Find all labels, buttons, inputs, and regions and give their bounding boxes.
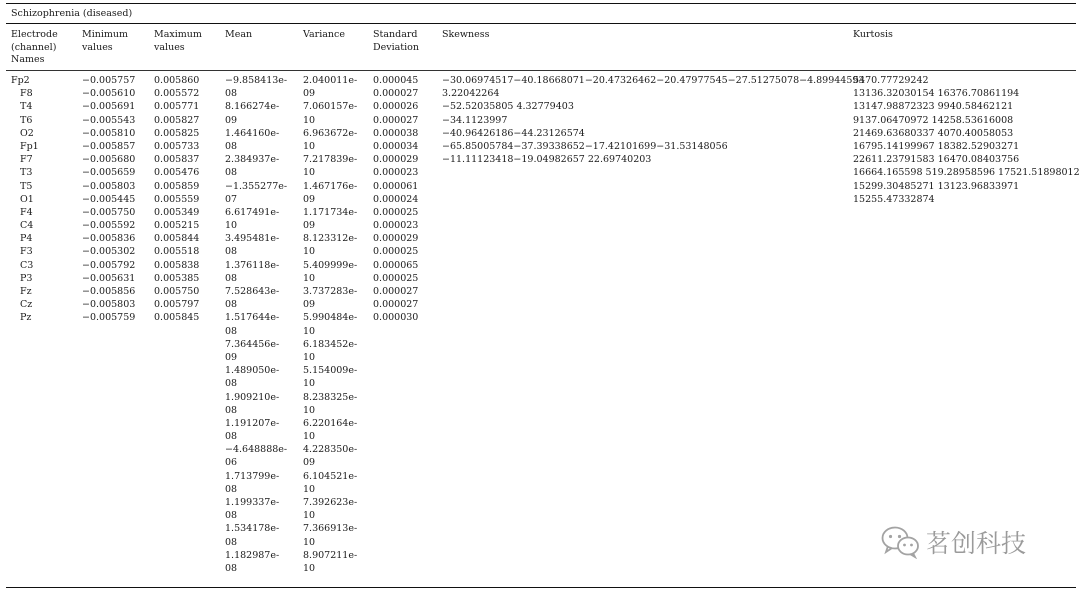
cell: 3.495481e- [225,233,280,245]
cell: Cz [20,299,33,311]
table-top-rule [6,3,1076,4]
cell: 10 [303,167,316,179]
cell: 08 [225,325,238,337]
cell: Deviation [373,41,420,53]
cell: 6.220164e- [303,417,358,429]
header-rule [6,70,1076,71]
cell: 13136.32030154 16376.70861194 [853,88,1020,100]
watermark [880,524,1026,560]
cell: 7.217839e- [303,154,358,166]
cell: 1.713799e- [225,470,280,482]
header-electrode [11,29,58,67]
cell: −0.005445 [82,193,136,205]
variance-column [303,74,357,575]
cell: −0.005610 [82,88,136,100]
cell: −40.96426186−44.23126574 [442,127,585,139]
cell: 0.005797 [154,299,200,311]
cell: 8.166274e- [225,101,280,113]
cell: 0.005838 [154,259,200,271]
cell: 10 [303,431,316,443]
cell: 09 [303,193,316,205]
cell: −0.005803 [82,180,136,192]
cell: 1.467176e- [303,180,358,192]
cell: 7.060157e- [303,101,358,113]
cell: (channel) [11,41,57,53]
cell: −65.85005784−37.39338652−17.42101699−31.53148056 [442,140,728,152]
cell: 15299.30485271 13123.96833971 [853,180,1020,192]
cell: 08 [225,246,238,258]
cell: −34.1123997 [442,114,508,126]
cell: 0.000061 [373,180,419,192]
cell: −0.005836 [82,233,136,245]
cell: 0.005215 [154,220,200,232]
caption-rule [6,23,1076,24]
cell: 0.005844 [154,233,200,245]
cell: 09 [303,220,316,232]
electrode-names-column [11,74,39,325]
cell: C4 [20,220,34,232]
cell: 15255.47332874 [853,193,935,205]
cell: 08 [225,88,238,100]
cell: 0.005476 [154,167,200,179]
cell: 09 [303,457,316,469]
cell: 1.534178e- [225,523,280,535]
cell: 5470.77729242 [853,75,929,86]
cell: P3 [20,272,33,284]
cell: −0.005803 [82,299,136,311]
cell: Fz [20,286,32,297]
cell: 1.464160e- [225,127,280,139]
cell: 0.000025 [373,246,419,258]
cell: 4.228350e- [303,444,358,456]
cell: Standard [373,29,418,40]
wechat-logo-icon [880,525,920,559]
cell: Fp2 [11,75,30,86]
cell: 09 [225,351,238,363]
cell: 10 [303,351,316,363]
cell: −30.06974517−40.18668071−20.47326462−20.47977545−27.51275078−4.89944593 [442,75,865,86]
cell: −0.005659 [82,167,136,179]
cell: T3 [20,167,33,179]
cell: −0.005543 [82,114,136,126]
cell: 09 [303,299,316,311]
cell: 10 [303,536,316,548]
cell: −0.005792 [82,259,136,271]
cell: 0.005518 [154,246,200,258]
table-caption: Schizophrenia (diseased) [11,8,133,19]
cell: Fp1 [20,140,39,152]
cell: −0.005631 [82,272,136,284]
cell: −0.005302 [82,246,136,258]
cell: 0.000027 [373,88,419,100]
cell: −0.005857 [82,140,136,152]
cell: −0.005810 [82,127,136,139]
cell: 0.000027 [373,299,419,311]
cell: 0.005385 [154,272,200,284]
cell: 1.171734e- [303,206,358,218]
cell: 10 [303,483,316,495]
header-minimum [82,29,128,54]
cell: 0.000025 [373,206,419,218]
cell: 5.154009e- [303,365,358,377]
cell: P4 [20,233,33,245]
cell: 0.005559 [154,193,200,205]
cell: 10 [303,246,316,258]
cell: 8.238325e- [303,391,358,403]
cell: 0.000029 [373,154,419,166]
cell: 10 [303,404,316,416]
header-kurtosis [853,29,893,42]
cell: 16795.14199967 18382.52903271 [853,140,1020,152]
cell: 0.000038 [373,127,419,139]
cell: 1.182987e- [225,549,280,561]
cell: 08 [225,562,238,574]
cell: 08 [225,299,238,311]
cell: 6.617491e- [225,206,280,218]
cell: Variance [303,29,345,40]
cell: −0.005680 [82,154,136,166]
cell: 10 [303,114,316,126]
cell: 08 [225,272,238,284]
cell: 0.005750 [154,286,200,297]
cell: 1.191207e- [225,417,280,429]
cell: 8.907211e- [303,549,358,561]
cell: Mean [225,29,253,40]
cell: −52.52035805 4.32779403 [442,101,574,113]
header-standard-deviation [373,29,419,54]
cell: 0.000030 [373,312,419,324]
cell: 0.005825 [154,127,200,139]
kurtosis-column [853,74,1080,206]
cell: 1.909210e- [225,391,280,403]
cell: 08 [225,167,238,179]
cell: −1.355277e- [225,180,288,192]
cell: F7 [20,154,33,166]
cell: 08 [225,378,238,390]
cell: 0.000027 [373,114,419,126]
cell: values [154,41,185,53]
cell: 09 [303,88,316,100]
cell: 08 [225,483,238,495]
header-mean [225,29,252,42]
cell: Kurtosis [853,29,893,40]
cell: T4 [20,101,33,113]
cell: 08 [225,536,238,548]
cell: O1 [20,193,34,205]
cell: 0.000025 [373,272,419,284]
cell: 0.000065 [373,259,419,271]
header-skewness [442,29,490,42]
skewness-column [442,74,865,166]
cell: 0.000034 [373,140,419,152]
watermark-text: 茗创科技 [926,529,1027,558]
cell: 16664.165598 519.28958596 17521.51898012 [853,167,1080,179]
cell: −0.005759 [82,312,136,324]
header-variance [303,29,345,42]
minimum-values-column [82,74,135,325]
cell: 08 [225,431,238,443]
cell: 0.005837 [154,154,200,166]
cell: −0.005691 [82,101,136,113]
cell: 2.384937e- [225,154,280,166]
cell: 5.990484e- [303,312,358,324]
cell: 0.000029 [373,233,419,245]
cell: F8 [20,88,33,100]
cell: 6.183452e- [303,338,358,350]
cell: 0.005845 [154,312,200,324]
cell: 0.000024 [373,193,419,205]
cell: 0.005859 [154,180,200,192]
mean-column [225,74,287,575]
cell: 06 [225,457,238,469]
cell: 0.000023 [373,167,419,179]
cell: −0.005757 [82,75,136,86]
cell: −0.005592 [82,220,136,232]
cell: F4 [20,206,33,218]
standard-deviation-column [373,74,418,325]
cell: 7.528643e- [225,286,280,297]
cell: 1.517644e- [225,312,280,324]
cell: 1.489050e- [225,365,280,377]
cell: 3.737283e- [303,286,358,297]
cell: −11.11123418−19.04982657 22.69740203 [442,154,652,166]
cell: 10 [225,220,238,232]
cell: Names [11,54,45,65]
cell: 0.005771 [154,101,200,113]
cell: 7.366913e- [303,523,358,535]
cell: T5 [20,180,33,192]
cell: 08 [225,140,238,152]
cell: Electrode [11,29,58,40]
cell: 6.104521e- [303,470,358,482]
cell: −9.858413e- [225,75,288,86]
cell: 09 [225,114,238,126]
cell: 0.005733 [154,140,200,152]
cell: 10 [303,325,316,337]
cell: 10 [303,510,316,522]
cell: 22611.23791583 16470.08403756 [853,154,1020,166]
cell: T6 [20,114,33,126]
cell: 10 [303,378,316,390]
cell: 0.005860 [154,75,200,86]
cell: Skewness [442,29,490,40]
cell: 08 [225,404,238,416]
cell: 10 [303,562,316,574]
cell: 1.376118e- [225,259,280,271]
cell: 5.409999e- [303,259,358,271]
cell: −0.005856 [82,286,136,297]
cell: −0.005750 [82,206,136,218]
cell: 2.040011e- [303,75,358,86]
table-bottom-rule [6,587,1076,588]
cell: 0.005827 [154,114,200,126]
cell: 10 [303,140,316,152]
cell: 3.22042264 [442,88,500,100]
cell: −4.648888e- [225,444,288,456]
cell: 21469.63680337 4070.40058053 [853,127,1014,139]
cell: Maximum [154,29,202,40]
cell: 10 [303,272,316,284]
cell: 08 [225,510,238,522]
cell: 0.000027 [373,286,419,297]
maximum-values-column [154,74,199,325]
cell: C3 [20,259,34,271]
cell: 7.392623e- [303,497,358,508]
cell: 0.005349 [154,206,200,218]
cell: 8.123312e- [303,233,358,245]
cell: F3 [20,246,33,258]
header-maximum [154,29,202,54]
cell: 0.000023 [373,220,419,232]
cell: values [82,41,113,53]
cell: 13147.98872323 9940.58462121 [853,101,1014,113]
cell: Minimum [82,29,129,40]
cell: 07 [225,193,238,205]
cell: 0.005572 [154,88,200,100]
cell: 7.364456e- [225,338,280,350]
cell: O2 [20,127,34,139]
cell: 9137.06470972 14258.53616008 [853,114,1014,126]
cell: Pz [20,312,32,324]
cell: 1.199337e- [225,497,280,508]
cell: 6.963672e- [303,127,358,139]
cell: 0.000026 [373,101,419,113]
cell: 0.000045 [373,75,419,86]
